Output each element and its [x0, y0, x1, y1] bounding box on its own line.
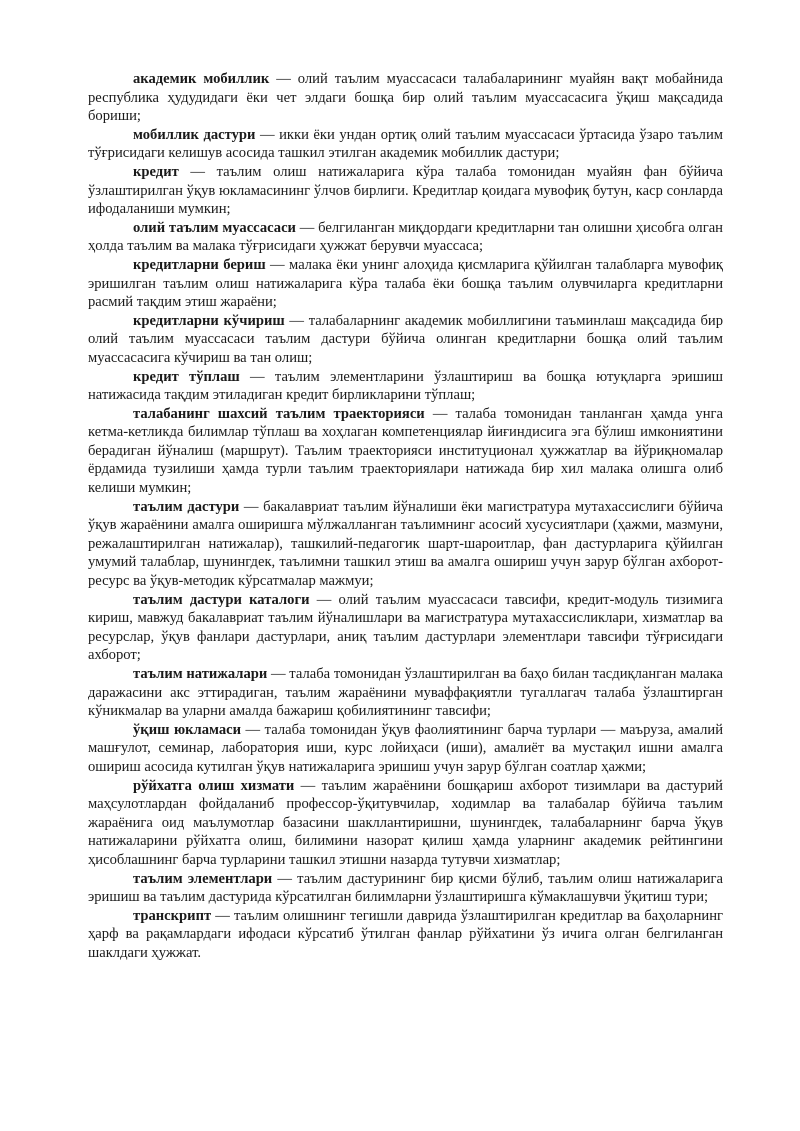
- definition-entry: [88, 777, 723, 870]
- definition-text: — бакалавриат таълим йўналиши ёки магистратура мутахассислиги бўйича ўқув жараёнини амалга оширишга мўлжалланган таълимнинг асосий хусусиятлари (ҳажми, мазмуни, режалаштирилган натижалар), ташкилий-педагогик шарт-шароитлар, фан дастурларига қўйилган умумий талаблар, шунингдек, таълимни ташкил этиш ва амалга ошириш учун зарур бўлган ахборот-ресурс ва ўқув-методик кўрсатмалар мажмуи;: [88, 498, 723, 590]
- definition-entry: [88, 870, 723, 907]
- term: кредит тўплаш: [133, 368, 240, 385]
- term: кредит: [133, 163, 179, 180]
- definition-entry: [88, 219, 723, 256]
- term: кредитларни бериш: [133, 256, 266, 273]
- definition-text: — талаба томонидан ўқув фаолиятининг барча турлари — маъруза, амалий машғулот, семинар, лаборатория иши, курс лойиҳаси (иши), амалиёт ва мустақил ишни амалга ошириш асосида кутилган ўқув натижаларига эришиш учун зарур бўлган соатлар ҳажми;: [88, 721, 724, 775]
- definition-text: — таълим элементларини ўзлаштириш ва бошқа ютуқларга эришиш натижасида тақдим этиладиган кредит бирликларини тўплаш;: [88, 368, 723, 404]
- term: таълим дастури каталоги: [133, 591, 310, 608]
- definition-entry: [88, 256, 723, 312]
- definition-entry: [88, 591, 723, 665]
- term: таълим элементлари: [133, 870, 273, 887]
- definition-text: — малака ёки унинг алоҳида қисмларига қўйилган талабларга мувофиқ эришилган таълим олиш натижаларига кўра талаба ёки бошқа таълим олувчиларга кредитларни расмий тақдим этиш жараёни;: [88, 256, 723, 311]
- term: ўқиш юкламаси: [133, 721, 242, 738]
- definition-entry: [88, 665, 723, 721]
- term: кредитларни кўчириш: [133, 312, 285, 329]
- definition-entry: [88, 405, 723, 498]
- definition-text: — икки ёки ундан ортиқ олий таълим муассасаси ўртасида ўзаро таълим тўғрисидаги келишув асосида ташкил этилган академик мобиллик дастури;: [88, 126, 723, 162]
- term: олий таълим муассасаси: [133, 219, 296, 236]
- definition-text: — олий таълим муассасаси тавсифи, кредит-модуль тизимига кириш, мавжуд бакалавриат таълим йўналишлари ва магистратура мутахассисликлари, хизматлар ва ресурслар, ўқув фанлари дастурлари, аниқ таълим дастурлари элементлари тавсифи тўғрисидаги ахборот;: [88, 591, 724, 664]
- definition-text: — талабаларнинг академик мобиллигини таъминлаш мақсадида бир олий таълим муассасаси таълим дастури бўйича олинган кредитларни бошқа олий таълим муассасасига кўчириш ва тан олиш;: [88, 312, 723, 366]
- definition-entry: [88, 312, 723, 368]
- definition-entry: [88, 70, 723, 126]
- definition-entry: [88, 498, 723, 591]
- term: мобиллик дастури: [133, 126, 256, 143]
- definition-text: — олий таълим муассасаси талабаларининг муайян вақт мобайнида республика ҳудудидаги ёки чет элдаги бошқа бир олий таълим муассасасига ўқиш мақсадида бориши;: [88, 71, 723, 125]
- definition-text: — белгиланган миқдордаги кредитларни тан олишни ҳисобга олган ҳолда таълим ва малака тўғрисидаги ҳужжат берувчи муассаса;: [88, 219, 723, 255]
- definition-text: — таълим олишнинг тегишли даврида ўзлаштирилган кредитлар ва баҳоларнинг ҳарф ва рақамлардаги ифодаси кўрсатиб ўтилган фанлар рўйхатини ўз ичига олган белгиланган шаклдаги ҳужжат.: [88, 907, 723, 961]
- definition-text: — талаба томонидан ўзлаштирилган ва баҳо билан тасдиқланган малака даражасини акс эттирадиган, таълим жараёнини муваффақиятли тугаллагач талаба ўзлаштирган кўникмалар ва уларни амалда бажариш қобилиятининг тавсифи;: [88, 666, 723, 720]
- definition-text: — таълим олиш натижаларига кўра талаба томонидан муайян фан бўйича ўзлаштирилган ўқув юкламасининг ўлчов бирлиги. Кредитлар қоидага мувофиқ бутун, каср сонларда ифодаланиши мумкин;: [88, 163, 723, 218]
- term: талабанинг шахсий таълим траекторияси: [133, 405, 425, 422]
- definition-entry: [88, 368, 723, 405]
- document-page: [88, 70, 723, 963]
- definition-text: — талаба томонидан танланган ҳамда унга кетма-кетликда билимлар тўплаш ва хоҳлаган компетенциялар йиғиндисига эга бўлиш имкониятини берадиган йўналиш (маршрут). Таълим траекторияси институционал ҳужжатлар ва йўриқномалар ёрдамида тузилиши ҳамда турли таълим траекториялари натижада бир хил малака олишга олиб келиши мумкин;: [88, 405, 723, 497]
- definition-entry: [88, 126, 723, 163]
- term: академик мобиллик: [133, 71, 270, 87]
- term: рўйхатга олиш хизмати: [133, 777, 295, 794]
- definition-entry: [88, 163, 723, 219]
- term: транскрипт: [133, 907, 212, 924]
- definition-entry: [88, 907, 723, 963]
- term: таълим натижалари: [133, 666, 268, 682]
- definition-text: — таълим жараёнини бошқариш ахборот тизимлари ва дастурий маҳсулотлардан фойдаланиб профессор-ўқитувчилар, ходимлар ва талабалар бўйича таълим жараёнига оид маълумотлар базасини шакллантиришни, шунингдек, талабаларнинг барча ўқув натижаларини рўйхатга олиш, билимини назорат қилиш ҳамда уларнинг академик рейтингини ҳисоблашнинг барча турларини ташкил этишни назарда тутувчи хизматлар;: [88, 777, 723, 868]
- definition-entry: [88, 721, 723, 777]
- definition-text: — таълим дастурининг бир қисми бўлиб, таълим олиш натижаларига эришиш ва таълим дастурида кўрсатилган билимларни ўзлаштиришга кўмаклашувчи ўқитиш тури;: [88, 870, 723, 906]
- term: таълим дастури: [133, 498, 240, 515]
